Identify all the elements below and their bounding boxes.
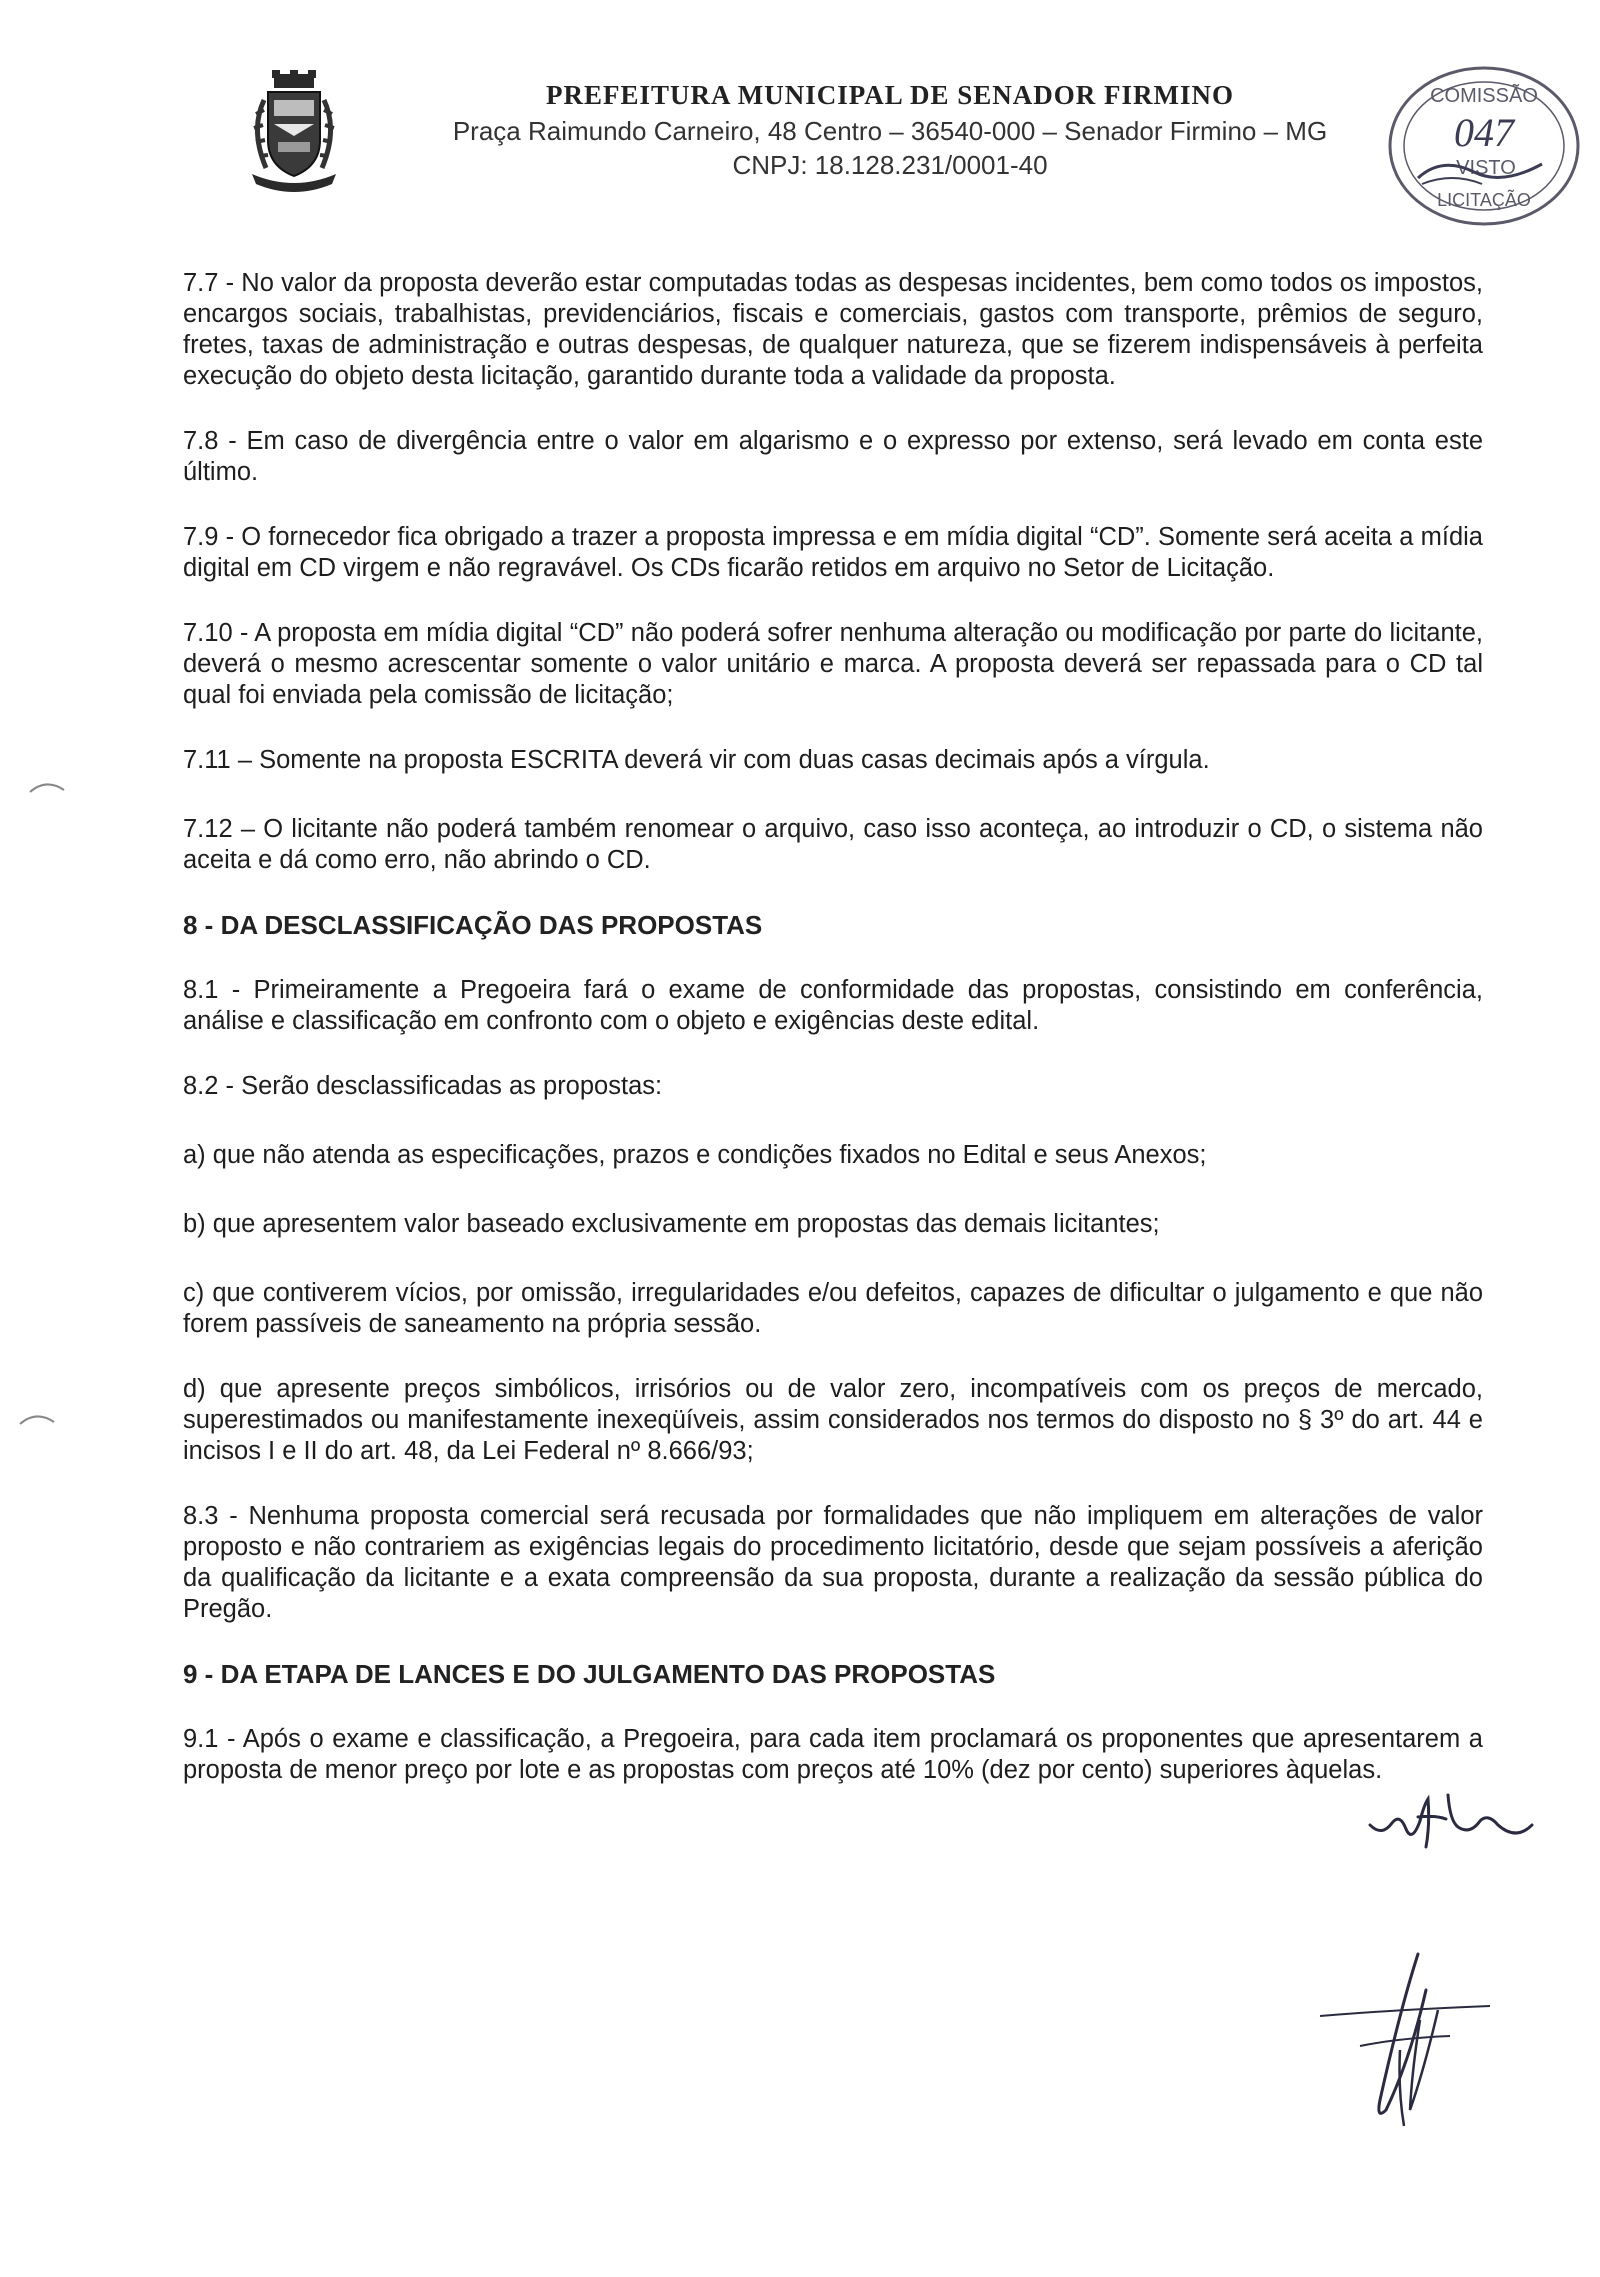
section-8-heading: 8 - DA DESCLASSIFICAÇÃO DAS PROPOSTAS [183,910,763,940]
stamp-bottom-text: LICITAÇÃO [1437,190,1531,210]
clause-8-3: 8.3 - Nenhuma proposta comercial será recusada por formalidades que não impliquem em alterações de valor proposto e não contrariem as exigências legais do procedimento licitatório, desde que sejam possíveis a aferição da qualificação da licitante e a exata compreensão da sua proposta, durante a realização da sessão pública do Pregão. [183,1502,1483,1623]
clause-8-2-c: c) que contiverem vícios, por omissão, irregularidades e/ou defeitos, capazes de dificultar o julgamento e que não forem passíveis de saneamento na própria sessão. [183,1279,1483,1338]
clause-8-1: 8.1 - Primeiramente a Pregoeira fará o exame de conformidade das propostas, consistindo em conferência, análise e classificação em confronto com o objeto e exigências deste edital. [183,976,1483,1035]
clause-8-2-a: a) que não atenda as especificações, prazos e condições fixados no Edital e seus Anexos; [183,1141,1207,1169]
document-body [183,268,1483,1820]
header-cnpj: CNPJ: 18.128.231/0001-40 [732,150,1048,180]
letterhead [0,60,1600,210]
clause-7-10: 7.10 - A proposta em mídia digital “CD” não poderá sofrer nenhuma alteração ou modificação por parte do licitante, deverá o mesmo acrescentar somente o valor unitário e marca. A proposta deverá ser repassada para o CD tal qual foi enviada pela comissão de licitação; [183,619,1483,709]
stamp-middle-text: VISTO [1456,157,1516,179]
stamp-top-text: COMISSÃO [1430,85,1538,107]
margin-mark-icon [18,1410,58,1426]
clause-7-9: 7.9 - O fornecedor fica obrigado a trazer a proposta impressa e em mídia digital “CD”. Somente será aceita a mídia digital em CD virgem e não regravável. Os CDs ficarão retidos em arquivo no Setor de Licitação. [183,523,1483,582]
clause-7-11: 7.11 – Somente na proposta ESCRITA deverá vir com duas casas decimais após a vírgula. [183,746,1210,774]
header-address: Praça Raimundo Carneiro, 48 Centro – 36540-000 – Senador Firmino – MG [452,116,1328,146]
clause-7-7: 7.7 - No valor da proposta deverão estar computadas todas as despesas incidentes, bem como todos os impostos, encargos sociais, trabalhistas, previdenciários, fiscais e comerciais, gastos com transporte, prêmios de seguro, fretes, taxas de administração e outras despesas, de qualquer natureza, que se fizerem indispensáveis à perfeita execução do objeto desta licitação, garantido durante toda a validade da proposta. [183,269,1483,390]
commission-stamp-icon [1382,60,1586,230]
clause-9-1: 9.1 - Após o exame e classificação, a Pregoeira, para cada item proclamará os proponentes que apresentarem a proposta de menor preço por lote e as propostas com preços até 10% (dez por cento) superiores àquelas. [183,1725,1483,1784]
clause-7-8: 7.8 - Em caso de divergência entre o valor em algarismo e o expresso por extenso, será levado em conta este último. [183,427,1483,486]
handwritten-initials-icon [1366,1785,1536,1855]
clause-8-2-d: d) que apresente preços simbólicos, irrisórios ou de valor zero, incompatíveis com os preços de mercado, superestimados ou manifestamente inexeqüíveis, assim considerados nos termos do disposto no § 3º do art. 44 e incisos I e II do art. 48, da Lei Federal nº 8.666/93; [183,1375,1483,1465]
stamp-number: 047 [1454,110,1514,155]
handwritten-rubric-icon [1300,1950,1500,2130]
clause-8-2-b: b) que apresentem valor baseado exclusivamente em propostas das demais licitantes; [183,1210,1160,1238]
municipal-crest-icon [244,70,344,192]
margin-mark-icon [28,778,68,794]
clause-7-12: 7.12 – O licitante não poderá também renomear o arquivo, caso isso aconteça, ao introduzir o CD, o sistema não aceita e dá como erro, não abrindo o CD. [183,815,1483,874]
section-9-heading: 9 - DA ETAPA DE LANCES E DO JULGAMENTO DAS PROPOSTAS [183,1659,996,1689]
header-title: PREFEITURA MUNICIPAL DE SENADOR FIRMINO [545,80,1235,110]
clause-8-2: 8.2 - Serão desclassificadas as propostas: [183,1072,663,1100]
